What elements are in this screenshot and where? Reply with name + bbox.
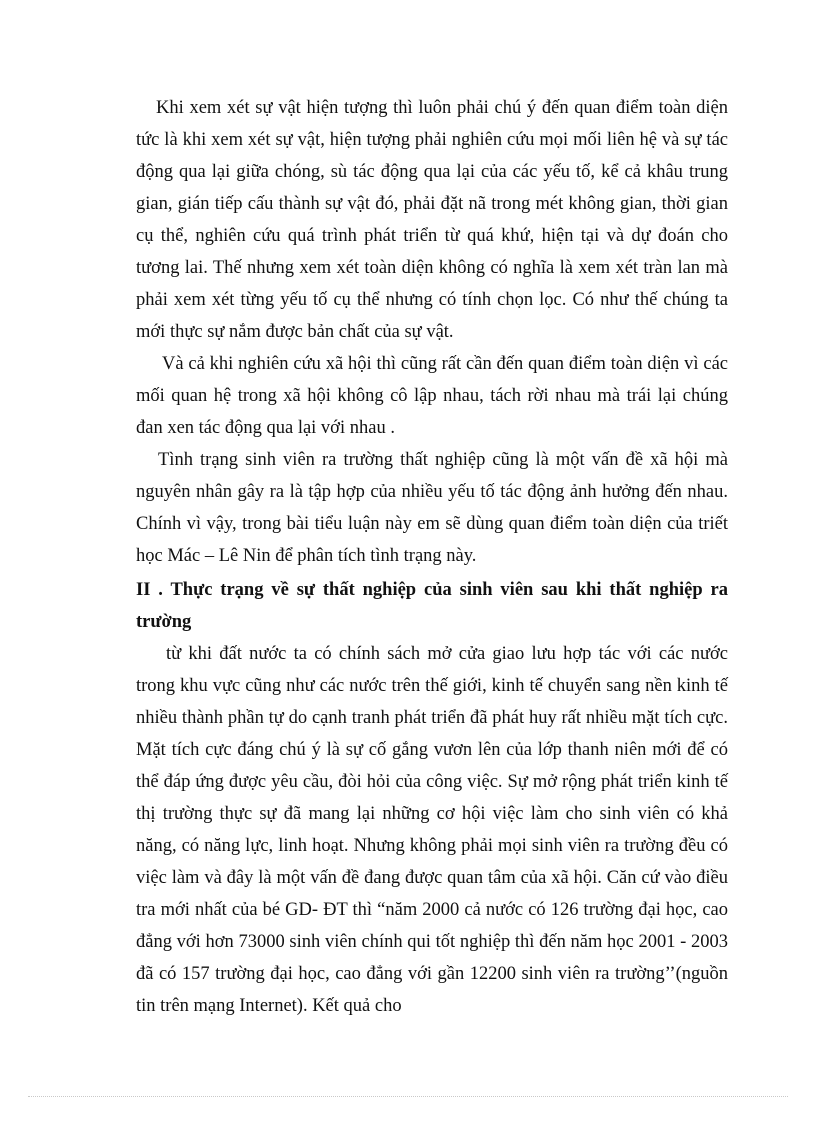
page-bottom-divider xyxy=(28,1096,788,1097)
section-heading: II . Thực trạng về sự thất nghiệp của sinh viên sau khi thất nghiệp ra trường xyxy=(136,580,728,632)
paragraph-2: Và cả khi nghiên cứu xã hội thì cũng rất cần đến quan điểm toàn diện vì các mối quan hệ trong xã hội không cô lập nhau, tách rời nhau mà trái lại chúng đan xen tác động qua lại với nhau . xyxy=(136,354,728,438)
paragraph-3: Tình trạng sinh viên ra trường thất nghiệp cũng là một vấn đề xã hội mà nguyên nhân gây ra là tập hợp của nhiều yếu tố tác động ảnh hưởng đến nhau. Chính vì vậy, trong bài tiểu luận này em sẽ dùng quan điểm toàn diện của triết học Mác – Lê Nin để phân tích tình trạng này. xyxy=(136,450,728,566)
paragraph-1: Khi xem xét sự vật hiện tượng thì luôn phải chú ý đến quan điểm toàn diện tức là khi xem xét sự vật, hiện tượng phải nghiên cứu mọi mối liên hệ và sự tác động qua lại giữa chóng, sù tác động qua lại của các yếu tố, kể cả khâu trung gian, gián tiếp cấu thành sự vật đó, phải đặt nã trong mét không gian, thời gian cụ thể, nghiên cứu quá trình phát triển từ quá khứ, hiện tại và dự đoán cho tương lai. Thế nhưng xem xét toàn diện không có nghĩa là xem xét tràn lan mà phải xem xét từng yếu tố cụ thể nhưng có tính chọn lọc. Có như thế chúng ta mới thực sự nắm được bản chất của sự vật. xyxy=(136,98,728,342)
paragraph-4: từ khi đất nước ta có chính sách mở cửa giao lưu hợp tác với các nước trong khu vực cũng như các nước trên thế giới, kinh tế chuyển sang nền kinh tế nhiều thành phần tự do cạnh tranh phát triển đã phát huy rất nhiều mặt tích cực. Mặt tích cực đáng chú ý là sự cố gắng vươn lên của lớp thanh niên mới để có thể đáp ứng được yêu cầu, đòi hỏi của công việc. Sự mở rộng phát triển kinh tế thị trường thực sự đã mang lại những cơ hội việc làm cho sinh viên có khả năng, có năng lực, linh hoạt. Nhưng không phải mọi sinh viên ra trường đều có việc làm và đây là một vấn đề đang được quan tâm của xã hội. Căn cứ vào điều tra mới nhất của bé GD- ĐT thì “năm 2000 cả nước có 126 trường đại học, cao đẳng với hơn 73000 sinh viên chính qui tốt nghiệp thì đến năm học 2001 - 2003 đã có 157 trường đại học, cao đẳng với gần 12200 sinh viên ra trường’’(nguồn tin trên mạng Internet). Kết quả cho xyxy=(136,644,728,1016)
